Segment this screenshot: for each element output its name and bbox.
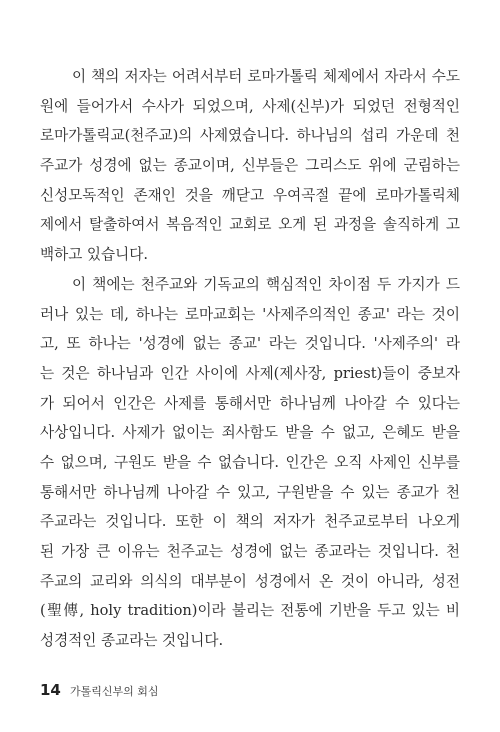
text-line: (聖傳, holy tradition)이라 불리는 전통에 기반을 두고 있는 비 <box>40 602 460 620</box>
text-line: 이 책에는 천주교와 기독교의 핵심적인 차이점 두 가지가 드 <box>72 275 460 293</box>
text-line: 신성모독적인 존재인 것을 깨닫고 우여곡절 끝에 로마가톨릭체 <box>40 186 460 204</box>
text-line: 통해서만 하나님께 나아갈 수 있고, 구원받을 수 있는 종교가 천 <box>40 483 460 501</box>
text-line: 사상입니다. 사제가 없이는 죄사함도 받을 수 없고, 은혜도 받을 <box>40 424 460 442</box>
text-line: 된 가장 큰 이유는 천주교는 성경에 없는 종교라는 것입니다. 천 <box>40 543 460 560</box>
text-line: 로마가톨릭교(천주교)의 사제였습니다. 하나님의 섭리 가운데 천 <box>40 127 460 145</box>
text-line: 주교라는 것입니다. 또한 이 책의 저자가 천주교로부터 나오게 <box>40 513 460 531</box>
text-line: 백하고 있습니다. <box>40 246 148 264</box>
running-title: 가톨릭신부의 회심 <box>69 685 159 698</box>
text-line: 는 것은 하나님과 인간 사이에 사제(제사장, priest)들이 중보자 <box>40 364 460 382</box>
text-line: 주교의 교리와 의식의 대부분이 성경에서 온 것이 아니라, 성전 <box>40 572 460 590</box>
page-footer <box>40 680 158 700</box>
text-line: 원에 들어가서 수사가 되었으며, 사제(신부)가 되었던 전형적인 <box>40 97 460 115</box>
text-line: 성경적인 종교라는 것입니다. <box>40 632 224 650</box>
text-line: 가 되어서 인간은 사제를 통해서만 하나님께 나아갈 수 있다는 <box>40 394 460 412</box>
text-line: 주교가 성경에 없는 종교이며, 신부들은 그리스도 위에 군림하는 <box>40 157 460 175</box>
text-line: 러나 있는 데, 하나는 로마교회는 '사제주의적인 종교' 라는 것이 <box>40 305 460 323</box>
page-number: 14 <box>40 681 61 699</box>
text-line: 이 책의 저자는 어려서부터 로마가톨릭 체제에서 자라서 수도 <box>72 68 460 85</box>
text-line: 수 없으며, 구원도 받을 수 없습니다. 인간은 오직 사제인 신부를 <box>40 453 460 471</box>
body-text <box>40 62 460 656</box>
text-line: 고, 또 하나는 '성경에 없는 종교' 라는 것입니다. '사제주의' 라 <box>40 335 460 353</box>
text-line: 제에서 탈출하여서 복음적인 교회로 오게 된 과정을 솔직하게 고 <box>40 216 460 234</box>
paragraph-1 <box>40 62 460 270</box>
paragraph-2 <box>40 270 460 656</box>
